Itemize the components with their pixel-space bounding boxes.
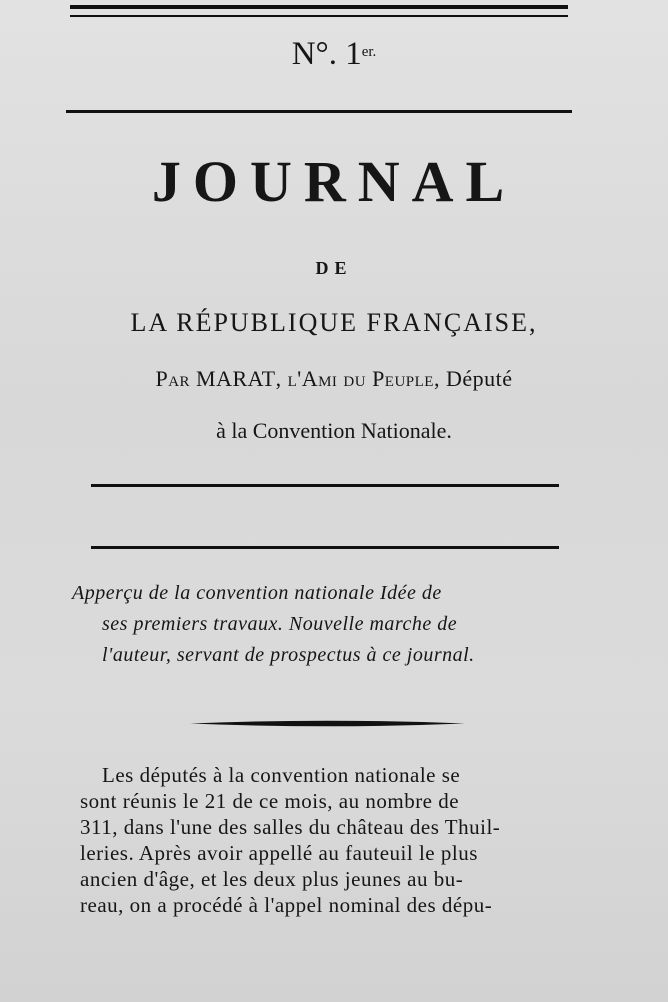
body-line: Les députés à la convention nationale se <box>102 763 461 787</box>
abstract-line: Apperçu de la convention nationale Idée de <box>72 582 442 604</box>
abstract-block <box>72 578 588 671</box>
author-epithet: , l'Ami du Peuple, <box>275 366 440 391</box>
author-role: Député <box>445 366 513 391</box>
body-line: ancien d'âge, et les deux plus jeunes au bu- <box>80 867 464 891</box>
top-double-rule-thick <box>70 5 568 9</box>
journal-title: JOURNAL <box>151 149 517 214</box>
issue-label: N°. 1 <box>291 36 362 72</box>
author-line <box>0 366 668 392</box>
divider-rule-2 <box>91 546 559 549</box>
tapered-ornament-rule <box>190 719 465 728</box>
author-name: MARAT <box>196 366 276 391</box>
abstract-line: ses premiers travaux. Nouvelle marche de <box>102 613 458 635</box>
body-line: leries. Après avoir appellé au fauteuil le plus <box>80 841 478 865</box>
article-body <box>80 762 600 918</box>
divider-rule-1 <box>91 484 559 487</box>
body-line: reau, on a procédé à l'appel nominal des dépu- <box>80 893 493 917</box>
issue-number <box>0 36 668 73</box>
issue-suffix: er. <box>361 44 377 60</box>
abstract-line: l'auteur, servant de prospectus à ce journal. <box>102 644 475 666</box>
journal-subtitle: LA RÉPUBLIQUE FRANÇAISE, <box>130 308 538 337</box>
body-line: sont réunis le 21 de ce mois, au nombre de <box>80 789 460 813</box>
issue-rule <box>66 110 572 113</box>
body-line: 311, dans l'une des salles du château des Thuil- <box>80 815 501 839</box>
journal-title-de: DE <box>315 258 353 278</box>
author-par: Par <box>155 366 191 391</box>
convention-line: à la Convention Nationale. <box>216 418 452 443</box>
top-double-rule-thin <box>70 15 568 17</box>
